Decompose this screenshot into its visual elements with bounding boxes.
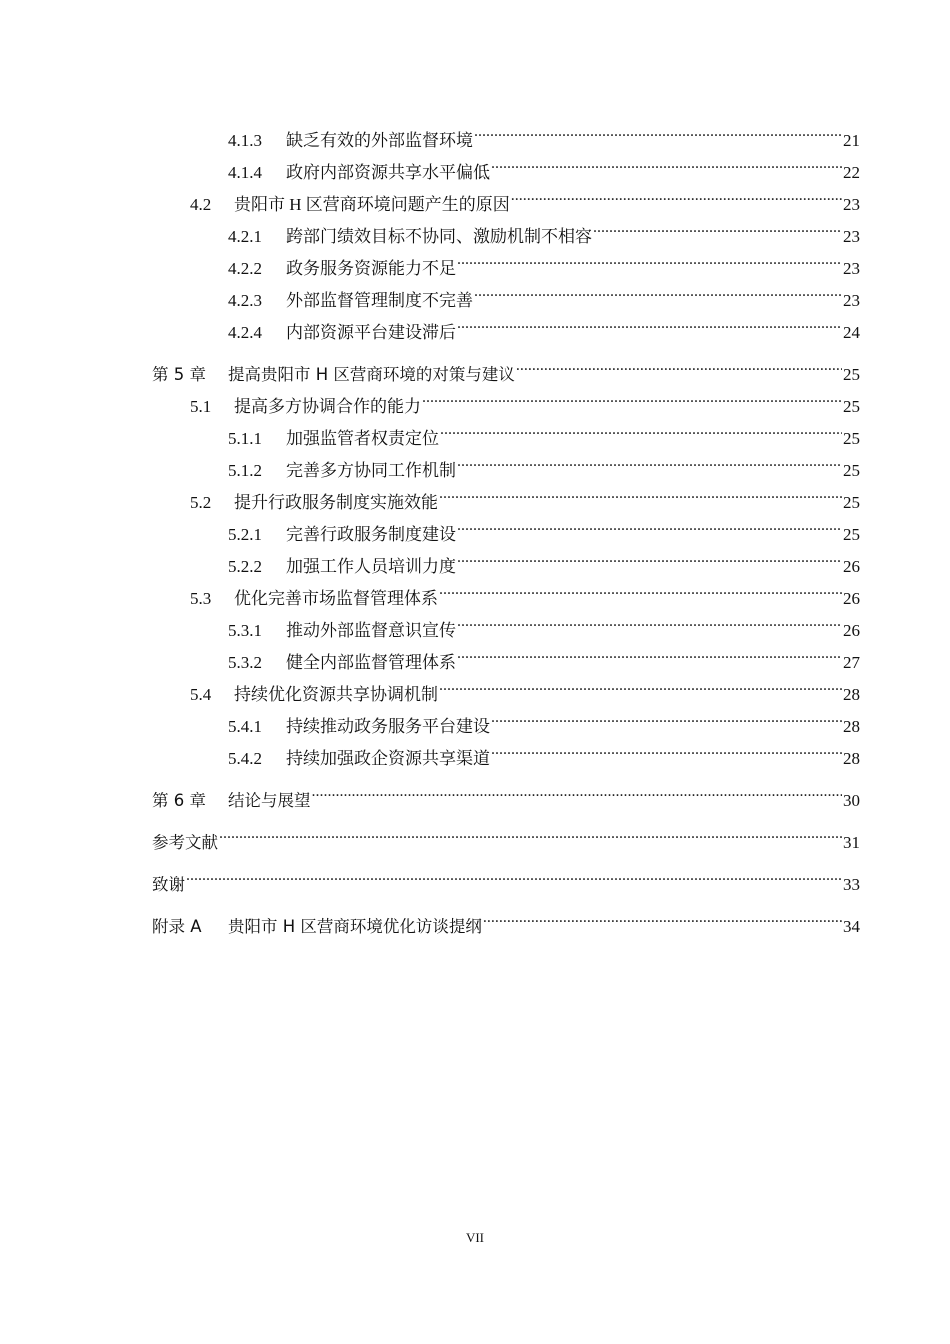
- toc-entry-page-number: 26: [843, 557, 860, 576]
- toc-entry-number: 4.2.4: [228, 323, 262, 342]
- dot-leader: [422, 380, 842, 412]
- toc-entry-page-number: 26: [843, 621, 860, 640]
- toc-entry-title: 外部监督管理制度不完善: [286, 291, 473, 310]
- toc-entry-title: 参考文献: [152, 833, 218, 852]
- toc-entry-page-number: 23: [843, 195, 860, 214]
- dot-leader: [516, 348, 842, 380]
- toc-entry-number: 5.1: [190, 397, 212, 416]
- toc-entry-number: 第 6 章: [152, 791, 206, 810]
- toc-entry-title: 缺乏有效的外部监督环境: [286, 131, 473, 150]
- page-number-footer: VII: [465, 1230, 485, 1245]
- toc-entry-number: 附录 A: [152, 917, 202, 936]
- dot-leader: [312, 774, 843, 806]
- toc-entry-title: 加强工作人员培训力度: [286, 557, 456, 576]
- toc-entry-number: 5.2.2: [228, 557, 262, 576]
- toc-entry-page-number: 21: [843, 131, 860, 150]
- dot-leader: [457, 540, 842, 572]
- dot-leader: [511, 178, 842, 210]
- toc-entry[interactable]: [152, 774, 860, 810]
- toc-entry-title: 贵阳市 H 区营商环境优化访谈提纲: [228, 917, 482, 936]
- toc-entry-page-number: 24: [843, 323, 860, 342]
- toc-entry-number: 5.4.1: [228, 717, 262, 736]
- dot-leader: [491, 732, 842, 764]
- dot-leader: [439, 572, 842, 604]
- toc-entry-page-number: 23: [843, 259, 860, 278]
- toc-entry-title: 加强监管者权责定位: [286, 429, 439, 448]
- toc-entry-number: 5.4.2: [228, 749, 262, 768]
- toc-entry[interactable]: [152, 114, 860, 150]
- toc-entry-number: 4.1.4: [228, 163, 262, 182]
- dot-leader: [457, 636, 842, 668]
- toc-entry-page-number: 28: [843, 717, 860, 736]
- toc-entry-number: 5.2.1: [228, 525, 262, 544]
- toc-entry-title: 致谢: [152, 875, 185, 894]
- dot-leader: [457, 604, 842, 636]
- toc-entry-page-number: 33: [843, 875, 860, 894]
- toc-entry-number: 4.2: [190, 195, 212, 214]
- dot-leader: [491, 700, 842, 732]
- dot-leader: [186, 858, 842, 890]
- toc-entry-page-number: 34: [843, 917, 860, 936]
- toc-entry-number: 5.3.1: [228, 621, 262, 640]
- toc-entry-page-number: 30: [843, 791, 860, 810]
- toc-entry-title: 提升行政服务制度实施效能: [234, 493, 438, 512]
- toc-entry[interactable]: [152, 816, 860, 852]
- toc-entry-title: 结论与展望: [228, 791, 311, 810]
- dot-leader: [593, 210, 842, 242]
- toc-entry-number: 5.3.2: [228, 653, 262, 672]
- dot-leader: [440, 412, 842, 444]
- toc-entry-number: 4.2.2: [228, 259, 262, 278]
- toc-entry-title: 持续推动政务服务平台建设: [286, 717, 490, 736]
- toc-entry-page-number: 25: [843, 429, 860, 448]
- toc-entry-number: 5.2: [190, 493, 212, 512]
- toc-entry-title: 政府内部资源共享水平偏低: [286, 163, 490, 182]
- toc-entry-page-number: 26: [843, 589, 860, 608]
- toc-entry-page-number: 23: [843, 291, 860, 310]
- toc-entry-title: 跨部门绩效目标不协同、激励机制不相容: [286, 227, 592, 246]
- toc-entry-title: 提高多方协调合作的能力: [234, 397, 421, 416]
- toc-entry-page-number: 25: [843, 525, 860, 544]
- dot-leader: [439, 668, 842, 700]
- toc-entry-page-number: 25: [843, 397, 860, 416]
- toc-entry-page-number: 28: [843, 685, 860, 704]
- toc-entry-page-number: 25: [843, 493, 860, 512]
- toc-entry-title: 持续加强政企资源共享渠道: [286, 749, 490, 768]
- toc-entry-page-number: 23: [843, 227, 860, 246]
- dot-leader: [483, 900, 842, 932]
- toc-entry-title: 持续优化资源共享协调机制: [234, 685, 438, 704]
- toc-entry[interactable]: [152, 348, 860, 384]
- toc-entry-page-number: 27: [843, 653, 860, 672]
- toc-entry-page-number: 25: [843, 461, 860, 480]
- toc-entry-page-number: 25: [843, 365, 860, 384]
- toc-entry-number: 5.1.2: [228, 461, 262, 480]
- toc-entry-title: 内部资源平台建设滞后: [286, 323, 456, 342]
- toc-entry-title: 推动外部监督意识宣传: [286, 621, 456, 640]
- dot-leader: [474, 274, 842, 306]
- table-of-contents: [152, 114, 860, 936]
- dot-leader: [474, 114, 842, 146]
- toc-entry-title: 政务服务资源能力不足: [286, 259, 456, 278]
- toc-entry-number: 5.1.1: [228, 429, 262, 448]
- toc-entry-number: 4.2.1: [228, 227, 262, 246]
- toc-entry-title: 完善多方协同工作机制: [286, 461, 456, 480]
- toc-entry-number: 第 5 章: [152, 365, 206, 384]
- toc-entry-title: 健全内部监督管理体系: [286, 653, 456, 672]
- dot-leader: [491, 146, 842, 178]
- dot-leader: [457, 444, 842, 476]
- toc-entry-number: 5.3: [190, 589, 212, 608]
- toc-entry[interactable]: [152, 900, 860, 936]
- toc-entry-title: 提高贵阳市 H 区营商环境的对策与建议: [228, 365, 515, 384]
- toc-entry-page-number: 28: [843, 749, 860, 768]
- dot-leader: [457, 306, 842, 338]
- toc-entry-title: 完善行政服务制度建设: [286, 525, 456, 544]
- toc-entry-title: 贵阳市 H 区营商环境问题产生的原因: [234, 195, 510, 214]
- dot-leader: [457, 242, 842, 274]
- toc-entry[interactable]: [152, 858, 860, 894]
- toc-entry-number: 4.1.3: [228, 131, 262, 150]
- toc-entry-title: 优化完善市场监督管理体系: [234, 589, 438, 608]
- toc-entry-number: 5.4: [190, 685, 212, 704]
- dot-leader: [439, 476, 842, 508]
- toc-entry-page-number: 22: [843, 163, 860, 182]
- toc-entry-number: 4.2.3: [228, 291, 262, 310]
- dot-leader: [457, 508, 842, 540]
- dot-leader: [219, 816, 842, 848]
- toc-entry-page-number: 31: [843, 833, 860, 852]
